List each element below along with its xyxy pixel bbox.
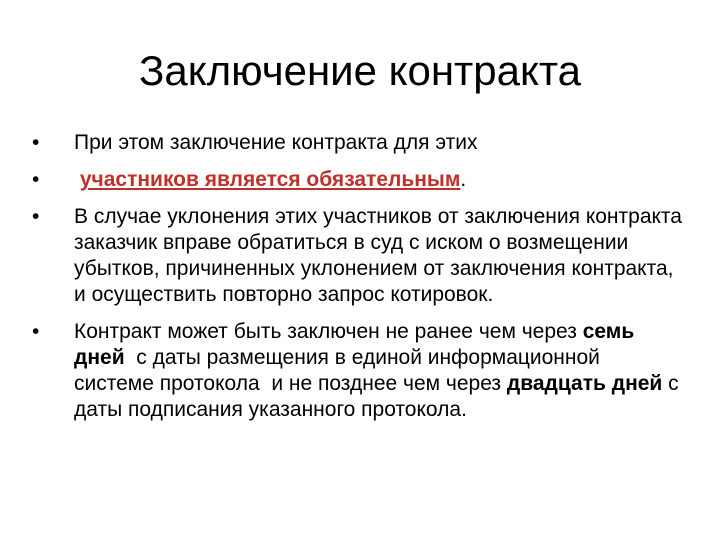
bullet-item-2	[32, 167, 682, 193]
bullet-text-part-2: с даты размещения в единой информационной системе протокола и не позднее чем через	[74, 346, 606, 395]
bullet-dot-icon: •	[32, 131, 40, 154]
bold-term-twenty-days: двадцать дней	[506, 372, 663, 395]
highlighted-text: участников является обязательным	[79, 168, 461, 191]
bullet-list	[32, 130, 682, 434]
bullet-dot-icon: •	[32, 168, 40, 191]
bullet-text-part-3: с даты подписания указанного протокола.	[74, 372, 679, 421]
bullet-dot-icon: •	[32, 205, 40, 228]
bullet-item-4	[32, 319, 682, 423]
bullet-dot-icon: •	[32, 320, 40, 343]
bullet-text: При этом заключение контракта для этих	[74, 131, 478, 154]
bullet-item-1	[32, 130, 682, 156]
bullet-item-3	[32, 204, 682, 308]
bullet-text-suffix: .	[460, 168, 467, 191]
bullet-text: В случае уклонения этих участников от заключения контракта заказчик вправе обратиться в суд с иском о возмещении убытков, причиненных уклонением от заключения контракта, и осуществить повторно запрос котировок.	[74, 205, 682, 306]
bold-term-seven-days: семь дней	[74, 320, 635, 369]
bullet-text-part-1: Контракт может быть заключен не ранее чем через	[74, 320, 583, 343]
slide-title: Заключение контракта	[139, 47, 581, 94]
